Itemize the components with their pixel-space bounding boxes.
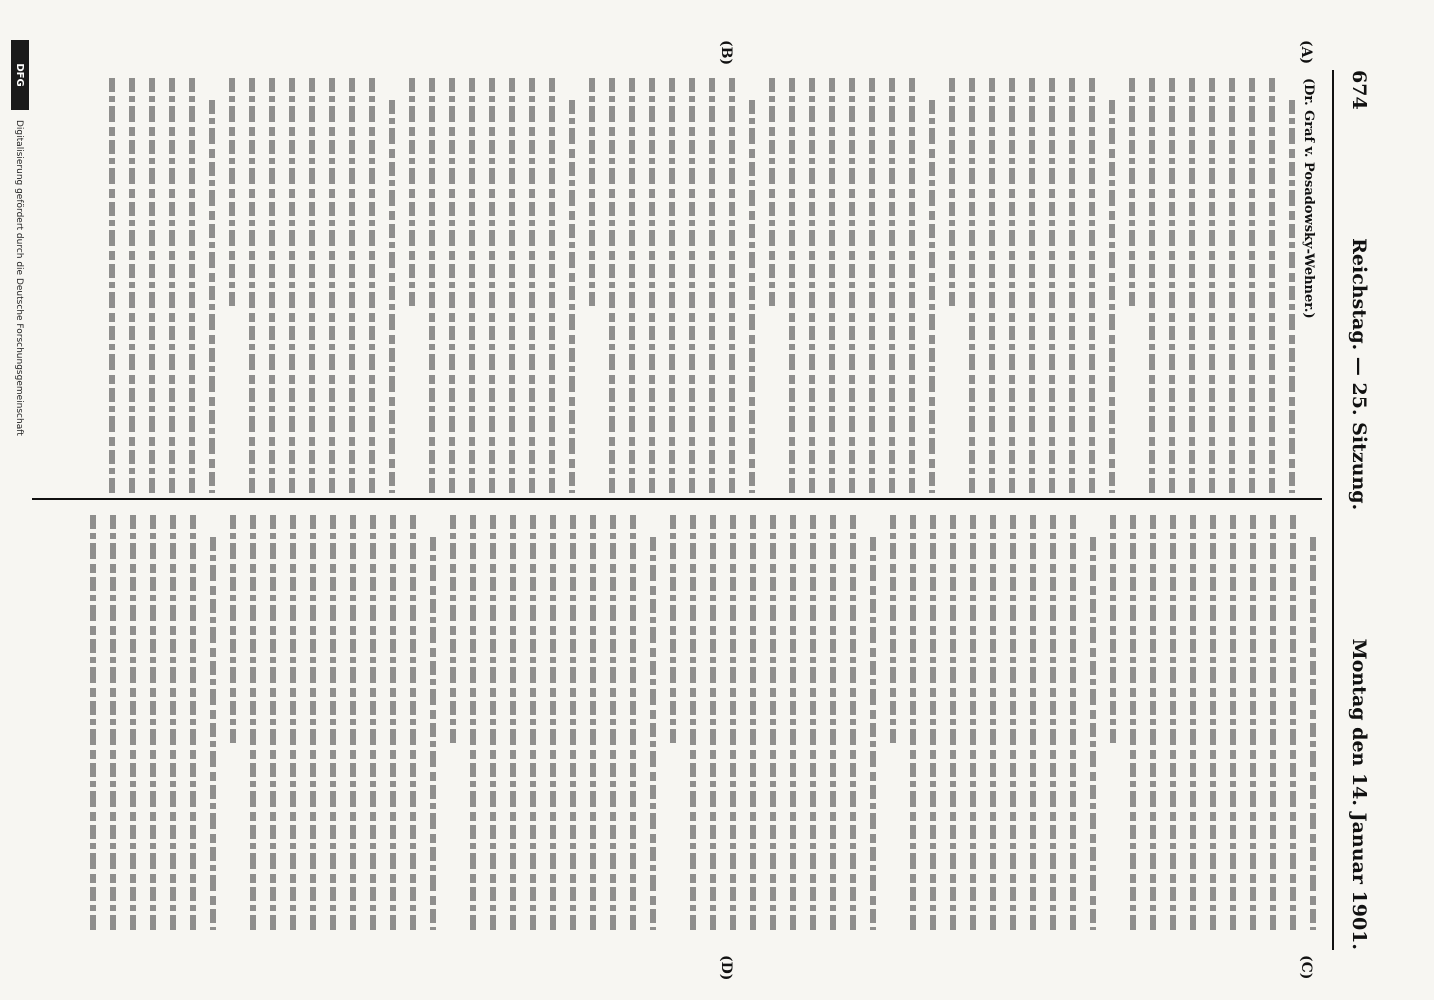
text-line bbox=[669, 78, 675, 493]
text-line bbox=[910, 515, 916, 930]
text-line bbox=[629, 78, 635, 493]
text-line bbox=[369, 78, 375, 493]
text-line bbox=[150, 515, 156, 930]
text-line bbox=[370, 515, 376, 930]
text-line bbox=[609, 78, 615, 493]
text-line bbox=[470, 515, 476, 930]
text-line bbox=[610, 515, 616, 930]
text-line bbox=[849, 78, 855, 493]
text-line bbox=[529, 78, 535, 493]
text-line bbox=[570, 515, 576, 930]
text-line bbox=[110, 515, 116, 930]
text-line bbox=[870, 537, 876, 930]
text-line bbox=[1090, 537, 1096, 930]
text-line bbox=[1009, 78, 1015, 493]
text-line bbox=[1089, 78, 1095, 493]
page-number: 674 bbox=[1348, 70, 1370, 110]
text-line bbox=[590, 515, 596, 930]
text-line bbox=[230, 515, 236, 743]
text-line bbox=[950, 515, 956, 930]
text-line bbox=[709, 78, 715, 493]
text-line bbox=[250, 515, 256, 930]
text-line bbox=[169, 78, 175, 493]
text-line bbox=[1150, 515, 1156, 930]
text-line bbox=[450, 515, 456, 743]
text-line bbox=[690, 515, 696, 930]
text-line bbox=[949, 78, 955, 306]
text-line bbox=[1170, 515, 1176, 930]
text-line bbox=[589, 78, 595, 306]
text-line bbox=[929, 100, 935, 493]
text-line bbox=[650, 537, 656, 930]
text-line bbox=[1169, 78, 1175, 493]
text-line bbox=[329, 78, 335, 493]
text-line bbox=[1050, 515, 1056, 930]
text-line bbox=[750, 515, 756, 930]
text-line bbox=[1310, 537, 1316, 930]
text-line bbox=[510, 515, 516, 930]
text-line bbox=[830, 515, 836, 930]
text-line bbox=[489, 78, 495, 493]
text-line bbox=[330, 515, 336, 930]
text-line bbox=[270, 515, 276, 930]
text-line bbox=[1109, 100, 1115, 493]
text-line bbox=[869, 78, 875, 493]
text-line bbox=[170, 515, 176, 930]
text-line bbox=[389, 100, 395, 493]
text-line bbox=[710, 515, 716, 930]
text-line bbox=[1249, 78, 1255, 493]
margin-marker-d: (D) bbox=[718, 955, 734, 981]
text-line bbox=[569, 100, 575, 493]
text-line bbox=[429, 78, 435, 493]
text-line bbox=[1130, 515, 1136, 930]
text-line bbox=[309, 78, 315, 493]
text-line bbox=[1229, 78, 1235, 493]
text-line bbox=[130, 515, 136, 930]
text-line bbox=[90, 515, 96, 930]
text-line bbox=[649, 78, 655, 493]
text-line bbox=[249, 78, 255, 493]
text-line bbox=[289, 78, 295, 493]
dfg-logo: DFG bbox=[11, 40, 29, 110]
text-line bbox=[969, 78, 975, 493]
text-line bbox=[530, 515, 536, 930]
text-line bbox=[630, 515, 636, 930]
text-line bbox=[729, 78, 735, 493]
text-line bbox=[1070, 515, 1076, 930]
text-line bbox=[1049, 78, 1055, 493]
text-line bbox=[1149, 78, 1155, 493]
text-line bbox=[909, 78, 915, 493]
text-line bbox=[349, 78, 355, 493]
text-line bbox=[1289, 100, 1295, 493]
column-divider bbox=[32, 498, 1322, 500]
text-line bbox=[789, 78, 795, 493]
text-line bbox=[730, 515, 736, 930]
text-line bbox=[190, 515, 196, 930]
text-line bbox=[989, 78, 995, 493]
text-line bbox=[889, 78, 895, 493]
text-line bbox=[890, 515, 896, 743]
text-column-right bbox=[36, 515, 1316, 930]
text-line bbox=[809, 78, 815, 493]
text-line bbox=[210, 537, 216, 930]
text-line bbox=[850, 515, 856, 930]
text-line bbox=[790, 515, 796, 930]
page-title: Reichstag. — 25. Sitzung. bbox=[1348, 238, 1370, 511]
text-line bbox=[1190, 515, 1196, 930]
digitization-credit: Digitalisierung gefördert durch die Deutsche Forschungsgemeinschaft bbox=[14, 120, 24, 436]
text-line bbox=[1069, 78, 1075, 493]
margin-marker-b: (B) bbox=[718, 40, 734, 66]
text-line bbox=[269, 78, 275, 493]
text-line bbox=[469, 78, 475, 493]
text-line bbox=[149, 78, 155, 493]
text-line bbox=[1189, 78, 1195, 493]
text-line bbox=[689, 78, 695, 493]
margin-marker-c: (C) bbox=[1298, 955, 1314, 980]
text-line bbox=[350, 515, 356, 930]
text-line bbox=[1029, 78, 1035, 493]
text-line bbox=[509, 78, 515, 493]
text-line bbox=[829, 78, 835, 493]
text-line bbox=[1210, 515, 1216, 930]
text-line bbox=[129, 78, 135, 493]
text-line bbox=[390, 515, 396, 930]
text-line bbox=[1030, 515, 1036, 930]
text-line bbox=[490, 515, 496, 930]
speaker-label: (Dr. Graf v. Posadowsky-Wehner.) bbox=[1301, 78, 1316, 319]
text-line bbox=[1250, 515, 1256, 930]
text-line bbox=[209, 100, 215, 493]
text-line bbox=[1230, 515, 1236, 930]
text-line bbox=[449, 78, 455, 493]
text-line bbox=[749, 100, 755, 493]
text-column-left bbox=[36, 78, 1316, 493]
text-line bbox=[810, 515, 816, 930]
text-line bbox=[189, 78, 195, 493]
text-line bbox=[1110, 515, 1116, 743]
text-line bbox=[409, 78, 415, 306]
text-line bbox=[670, 515, 676, 743]
text-line bbox=[109, 78, 115, 493]
header-rule bbox=[1332, 70, 1334, 950]
text-line bbox=[1269, 78, 1275, 493]
text-line bbox=[430, 537, 436, 930]
page-date: Montag den 14. Januar 1901. bbox=[1348, 638, 1370, 950]
text-line bbox=[1290, 515, 1296, 930]
text-line bbox=[990, 515, 996, 930]
text-line bbox=[229, 78, 235, 306]
text-line bbox=[410, 515, 416, 930]
text-line bbox=[290, 515, 296, 930]
text-line bbox=[1209, 78, 1215, 493]
text-line bbox=[770, 515, 776, 930]
text-line bbox=[970, 515, 976, 930]
text-line bbox=[310, 515, 316, 930]
text-line bbox=[1129, 78, 1135, 306]
text-line bbox=[549, 78, 555, 493]
text-line bbox=[1270, 515, 1276, 930]
text-line bbox=[550, 515, 556, 930]
margin-marker-a: (A) bbox=[1298, 40, 1314, 65]
text-line bbox=[930, 515, 936, 930]
text-line bbox=[769, 78, 775, 306]
text-line bbox=[1010, 515, 1016, 930]
page-header bbox=[1339, 70, 1379, 950]
